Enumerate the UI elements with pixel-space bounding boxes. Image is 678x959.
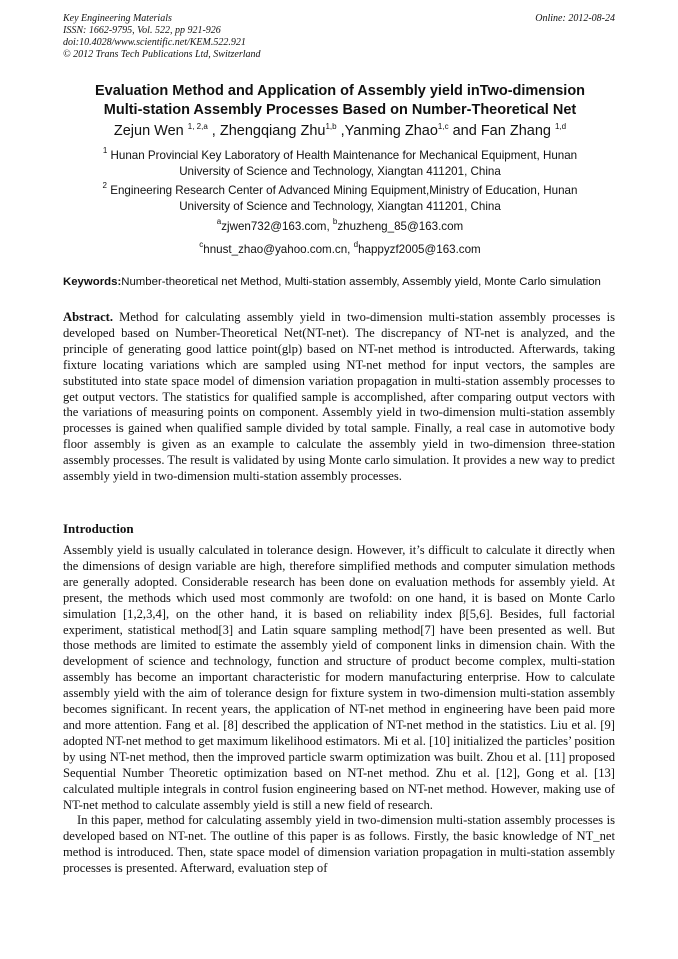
journal-name: Key Engineering Materials: [63, 13, 172, 24]
online-date: Online: 2012-08-24: [535, 13, 615, 24]
email-address: happyzf2005@163.com: [358, 243, 481, 256]
introduction-body: [63, 543, 615, 877]
paragraph: In this paper, method for calculating assembly yield in two-dimension multi-station assembly processes is developed based on NT-net. The outline of this paper is as follows. Firstly, the basic knowledge of NT_net method is introduced. Then, state space model of dimension variation propagation in multi-station assembly processes is presented. Afterward, evaluation step of: [63, 813, 615, 876]
author-separator: ,: [207, 123, 220, 139]
author-separator: ,: [336, 123, 345, 139]
section-heading-introduction: Introduction: [63, 521, 134, 536]
affiliation-line: Engineering Research Center of Advanced Mining Equipment,Ministry of Education, Hunan: [106, 184, 578, 197]
journal-header: [63, 13, 615, 61]
author-name: Yanming Zhao: [344, 123, 438, 139]
email-line-1: [40, 219, 640, 235]
email-address: zhuzheng_85@163.com: [337, 220, 464, 233]
title-line-1: Evaluation Method and Application of Assembly yield inTwo-dimension: [94, 83, 586, 99]
affiliation-1: [40, 148, 640, 180]
issn-line: ISSN: 1662-9795, Vol. 522, pp 921-926: [63, 25, 221, 36]
doi-line: doi:10.4028/www.scientific.net/KEM.522.921: [63, 37, 246, 48]
author-name: Zhengqiang Zhu: [219, 123, 326, 139]
email-mark: b: [332, 217, 338, 226]
author-separator: and: [448, 123, 481, 139]
author-affil-mark: 1,c: [437, 122, 449, 131]
affiliation-mark: 1: [102, 146, 108, 155]
author-name: Zejun Wen: [113, 123, 188, 139]
abstract-label: Abstract.: [63, 310, 114, 324]
copyright-line: © 2012 Trans Tech Publications Ltd, Switzerland: [63, 49, 261, 60]
email-address: hnust_zhao@yahoo.com.cn,: [203, 243, 354, 256]
keywords-text: Number-theoretical net Method, Multi-station assembly, Assembly yield, Monte Carlo simulation: [121, 276, 601, 288]
affiliation-2: [40, 183, 640, 215]
paper-title: [40, 82, 640, 120]
paragraph: Assembly yield is usually calculated in tolerance design. However, it’s difficult to calculate it directly when the dimensions of design variable are high, therefore simplified methods and computer simulation methods are generally adopted. Considerable research has been done on evaluation methods for assembly yield. At present, the methods which used most commonly are twofold: on one hand, it is based on Monte Carlo simulation [1,2,3,4], on the other hand, it is based on reliability index β[5,6]. Besides, full factorial experiment, statistical method[3] and Latin square sampling method[7] have been presented as well. But those methods are limited to estimate the assembly yield of component links in dimension chain. With the development of science and technology, function and structure of product become complex, multi-station assembly has become an important characteristic for modern manufacturing enterprise. How to calculate assembly yield with the aim of tolerance design for fixture system in two-dimension multi-station assembly becomes significant. In recent years, the application of NT-net method in engineering have been paid more and more attention. Fang et al. [8] described the application of NT-net method in the statistics. Liu et al. [9] adopted NT-net method to get maximum likelihood estimators. Mi et al. [10] initialized the particles’ position by using NT-net method, then the improved particle swarm optimization was built. Zhou et al. [11] proposed Sequential Number Theoretic optimization based on NT-net method. Zhu et al. [12], Gong et al. [13] calculated multiple integrals in control fusion engineering based on NT-net method. However, making use of NT-net method to calculate assembly yield is still a new field of research.: [63, 543, 615, 812]
author-list: [40, 121, 640, 141]
affiliation-mark: 2: [102, 181, 107, 190]
email-mark: d: [353, 240, 359, 249]
author-affil-mark: 1,d: [555, 122, 567, 131]
email-mark: c: [199, 240, 204, 249]
email-mark: a: [216, 217, 222, 226]
affiliation-line: University of Science and Technology, Xiangtan 411201, China: [179, 200, 501, 213]
title-line-2: Multi-station Assembly Processes Based on Number-Theoretical Net: [103, 102, 577, 118]
email-line-2: [40, 242, 640, 258]
author-name: Fan Zhang: [480, 123, 555, 139]
email-address: zjwen732@163.com,: [221, 220, 333, 233]
keywords-label: Keywords:: [63, 276, 122, 288]
abstract-text: Method for calculating assembly yield in two-dimension multi-station assembly processes is developed based on Number-Theoretical Net(NT-net). The discrepancy of NT-net is analyzed, and the principle of generating good lattice point(glp) based on NT-net method is introducted. Afterwards, taking fixture locating variations which are sampled using NT-net method for input vectors, the samples are substituted into state space model of dimension variation propagation in multi-station assembly processes to get output vectors. The statistics for qualified sample is accomplished, after comparing output vectors with the variations of measuring points on component. Assembly yield in two-dimension multi-station assembly processes is gained when qualified sample divided by total sample. Finally, a real case in automotive body floor assembly is given as an example to calculate the assembly yield in two-dimension three-station assembly processes. The result is validated by using Monte carlo simulation. It provides a new way to predict assembly yield in two-dimension multi-station assembly processes.: [63, 310, 615, 484]
affiliation-line: University of Science and Technology, Xiangtan 411201, China: [179, 165, 501, 178]
abstract: [63, 310, 615, 485]
author-affil-mark: 1,b: [325, 122, 337, 131]
author-affil-mark: 1, 2,a: [187, 122, 208, 131]
keywords: [63, 274, 615, 290]
affiliation-line: Hunan Provincial Key Laboratory of Health Maintenance for Mechanical Equipment, Hunan: [107, 149, 578, 162]
